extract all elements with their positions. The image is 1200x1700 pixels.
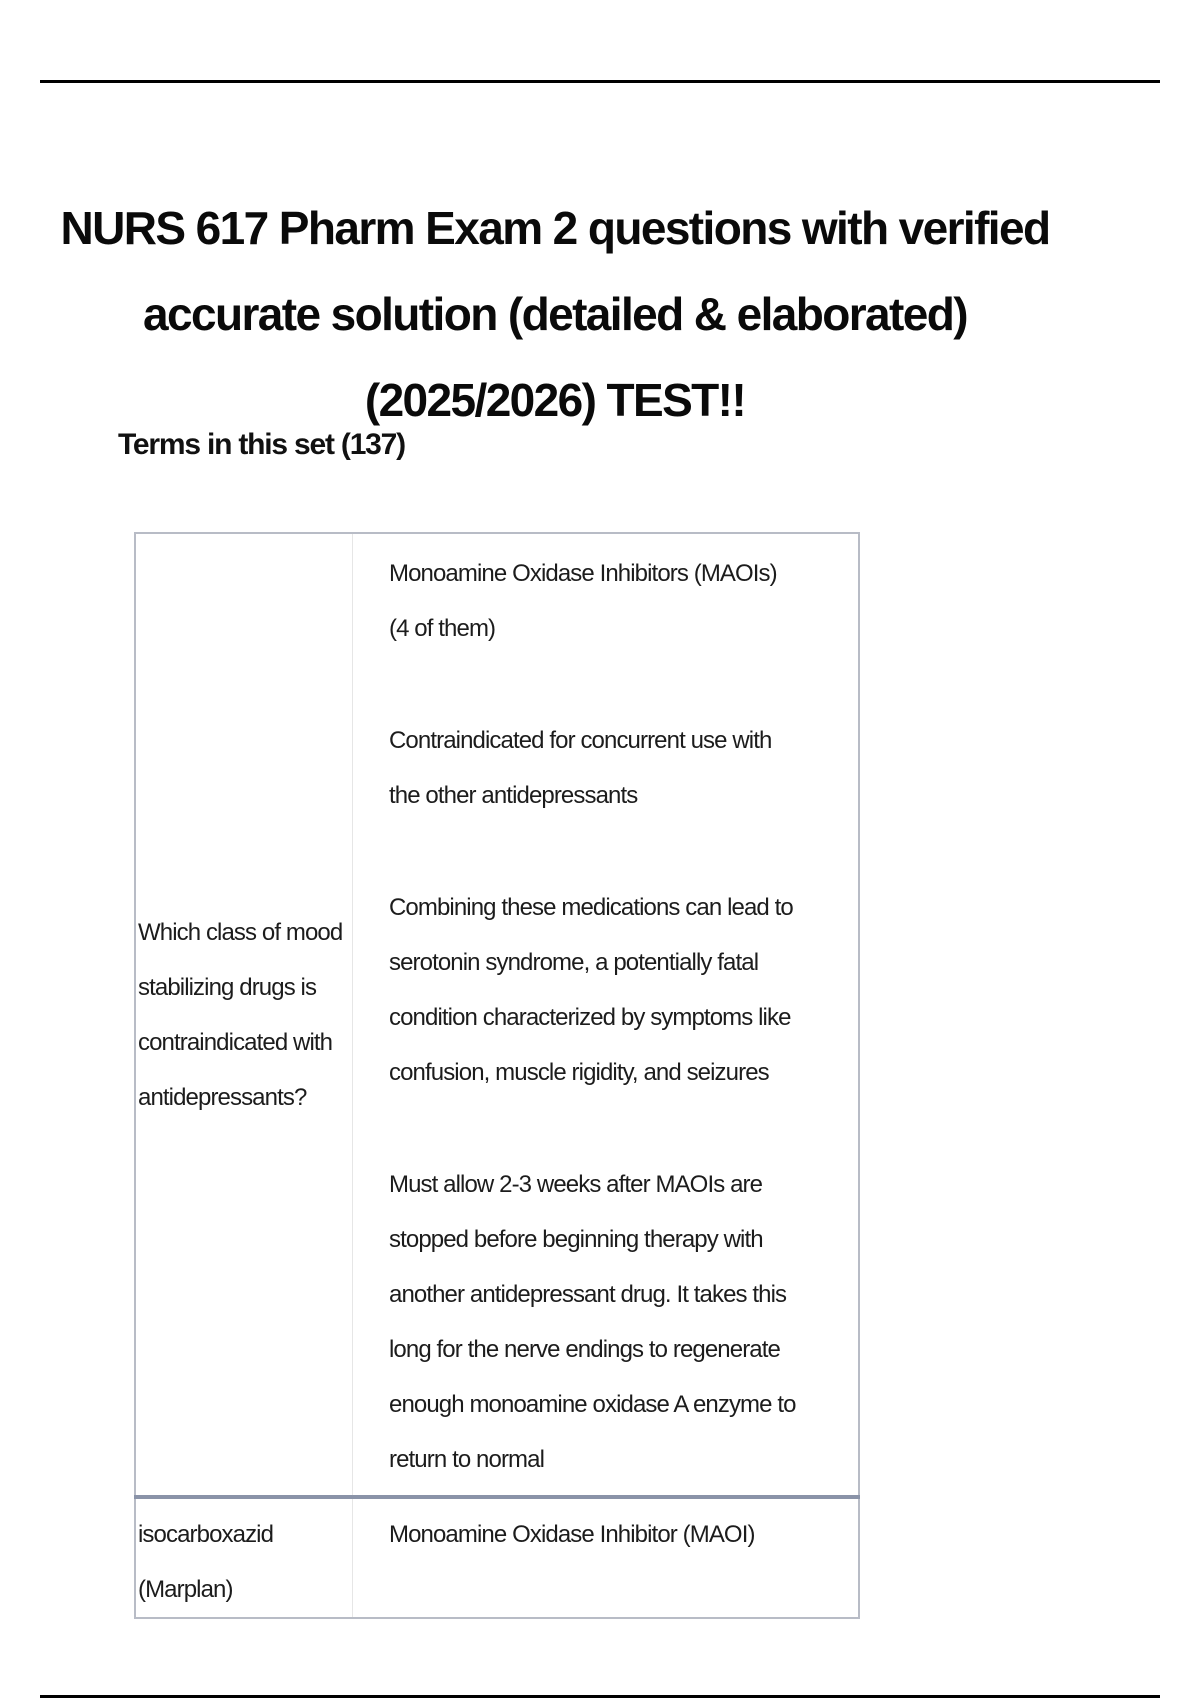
definition-paragraph: Contraindicated for concurrent use with the other antidepressants [389, 727, 772, 809]
definition-paragraph: Must allow 2-3 weeks after MAOIs are stopped before beginning therapy with another antidepressant drug. It takes this long for the nerve endings to regenerate enough monoamine oxidase A enzyme to return to normal [389, 1171, 796, 1473]
top-divider [40, 80, 1160, 83]
definition-paragraph: Monoamine Oxidase Inhibitors (MAOIs) (4 of them) [389, 560, 777, 642]
term-cell: isocarboxazid (Marplan) [135, 1497, 353, 1618]
bottom-divider [40, 1695, 1160, 1698]
document-title: NURS 617 Pharm Exam 2 questions with verified accurate solution (detailed & elaborated) (2025/2026) TEST!! [60, 202, 1050, 426]
terms-table [134, 532, 860, 1619]
definition-paragraph: Monoamine Oxidase Inhibitor (MAOI) [389, 1521, 755, 1548]
terms-count-heading: Terms in this set (137) [118, 428, 405, 461]
definition-cell [353, 533, 860, 1497]
term-cell: Which class of mood stabilizing drugs is contraindicated with antidepressants? [135, 533, 353, 1497]
table-row [135, 1497, 859, 1618]
definition-cell [353, 1497, 860, 1618]
definition-paragraph: Combining these medications can lead to serotonin syndrome, a potentially fatal condition characterized by symptoms like confusion, muscle rigidity, and seizures [389, 894, 793, 1086]
table-row [135, 533, 859, 1497]
